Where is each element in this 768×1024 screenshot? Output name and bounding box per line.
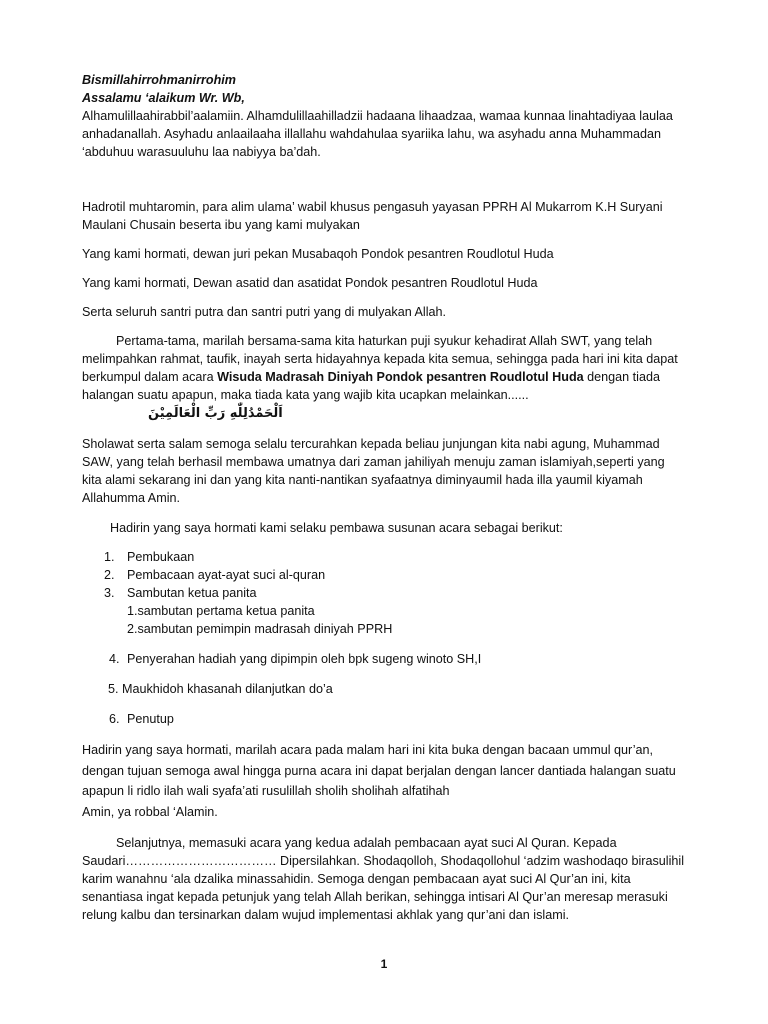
greeting-dewan-asatid: Yang kami hormati, Dewan asatid dan asatidat Pondok pesantren Roudlotul Huda bbox=[82, 276, 538, 290]
agenda-intro: Hadirin yang saya hormati kami selaku pembawa susunan acara sebagai berikut: bbox=[110, 521, 563, 535]
document-page bbox=[82, 71, 687, 924]
praise-text-after: dengan tiada halangan suatu apapun, maka tiada kata yang wajib kita ucapkan melainkan...... bbox=[82, 370, 660, 402]
agenda-item-number: 6. bbox=[109, 712, 120, 726]
agenda-sub-item: 2.sambutan pemimpin madrasah diniyah PPRH bbox=[127, 622, 393, 636]
greeting-hadrotil: Hadrotil muhtaromin, para alim ulama’ wabil khusus pengasuh yayasan PPRH Al Mukarrom K.H Suryani Maulani Chusain beserta ibu yang kami mulyakan bbox=[82, 200, 663, 232]
agenda-list bbox=[82, 548, 687, 602]
praise-text-before: Pertama-tama, marilah bersama-sama kita haturkan puji syukur kehadirat Allah SWT, yang telah melimpahkan rahmat, taufik, inayah serta hidayahnya kepada kita semua, sehingga pada hari ini kita dapat berkumpul dalam acara bbox=[82, 334, 678, 384]
sholawat-paragraph: Sholawat serta salam semoga selalu tercurahkan kepada beliau junjungan kita nabi agung, Muhammad SAW, yang telah berhasil membawa umatnya dari zaman jahiliyah menuju zaman islamiyah,seperti yang kita alami sekarang ini dan yang kita nanti-nantikan syafaatnya diminyaumil hada illa yaumil kiyamah Allahumma Amin. bbox=[82, 437, 665, 505]
opening-act-amin: Amin, ya robbal ‘Alamin. bbox=[82, 804, 218, 819]
quran-paragraph: Selanjutnya, memasuki acara yang kedua adalah pembacaan ayat suci Al Quran. Kepada Saudari……………………………… Dipersilahkan. Shodaqolloh, Shodaqollohul ‘adzim washodaqo birasulihil karim wanahnu ‘ala dzalika minassahidin. Semoga dengan pembacaan ayat suci Al Qur’an ini, kita senantiasa ingat kepada petunjuk yang telah Allah berikan, sehingga intisari Al Qur’an meresap merasuki relung kalbu dan tersinarkan dalam wujud implementasi akhlak yang qur’ani dan islami. bbox=[82, 835, 684, 922]
salutation-assalamu: Assalamu ‘alaikum Wr. Wb, bbox=[82, 91, 245, 105]
agenda-item bbox=[82, 584, 687, 602]
agenda-sub-item: 1.sambutan pertama ketua panita bbox=[127, 604, 315, 618]
agenda-item-label: Penyerahan hadiah yang dipimpin oleh bpk sugeng winoto SH,I bbox=[127, 652, 482, 666]
agenda-list-final bbox=[82, 710, 687, 728]
opening-paragraph: Alhamulillaahirabbil’aalamiin. Alhamdulillaahilladzii hadaana lihaadzaa, wamaa kunnaa linahtadiyaa laulaa anhadanallah. Asyhadu anlaailaaha illallahu wahdahulaa syariika lahu, wa asyhadu anna Muhammadan ‘abduhuu warasuuluhu laa nabiyya ba’dah. bbox=[82, 109, 673, 159]
agenda-list-continued bbox=[82, 650, 687, 668]
agenda-item-label: Pembukaan bbox=[127, 550, 195, 564]
praise-arabic: اَلْحَمْدُلِلّٰهِ رَبِّ الْعَالَمِيْنَ bbox=[148, 406, 283, 421]
praise-event-name: Wisuda Madrasah Diniyah Pondok pesantren Roudlotul Huda bbox=[217, 370, 584, 384]
greeting-dewan-juri: Yang kami hormati, dewan juri pekan Musabaqoh Pondok pesantren Roudlotul Huda bbox=[82, 247, 554, 261]
page-number: 1 bbox=[380, 957, 388, 971]
agenda-item bbox=[82, 548, 687, 566]
agenda-item-label: Pembacaan ayat-ayat suci al-quran bbox=[127, 568, 326, 582]
agenda-item bbox=[82, 566, 687, 584]
agenda-item-number: 2. bbox=[104, 568, 115, 582]
agenda-item-number: 1. bbox=[104, 550, 115, 564]
agenda-item bbox=[82, 650, 687, 668]
salutation-bismillah: Bismillahirrohmanirrohim bbox=[82, 73, 236, 87]
opening-act-paragraph: Hadirin yang saya hormati, marilah acara pada malam hari ini kita buka dengan bacaan ummul qur’an, dengan tujuan semoga awal hingga purna acara ini dapat berjalan dengan lancer dantiada halangan suatu apapun li ridlo ilah wali syafa’ati rusulillah sholih sholihah alfatihah bbox=[82, 743, 676, 798]
agenda-item-5: 5. Maukhidoh khasanah dilanjutkan do’a bbox=[108, 682, 333, 696]
agenda-item-label: Sambutan ketua panita bbox=[127, 586, 257, 600]
agenda-item-number: 4. bbox=[109, 652, 120, 666]
agenda-item-number: 3. bbox=[104, 586, 115, 600]
greeting-santri: Serta seluruh santri putra dan santri putri yang di mulyakan Allah. bbox=[82, 305, 447, 319]
praise-paragraph bbox=[82, 332, 687, 423]
agenda-item bbox=[82, 710, 687, 728]
agenda-item-label: Penutup bbox=[127, 712, 174, 726]
